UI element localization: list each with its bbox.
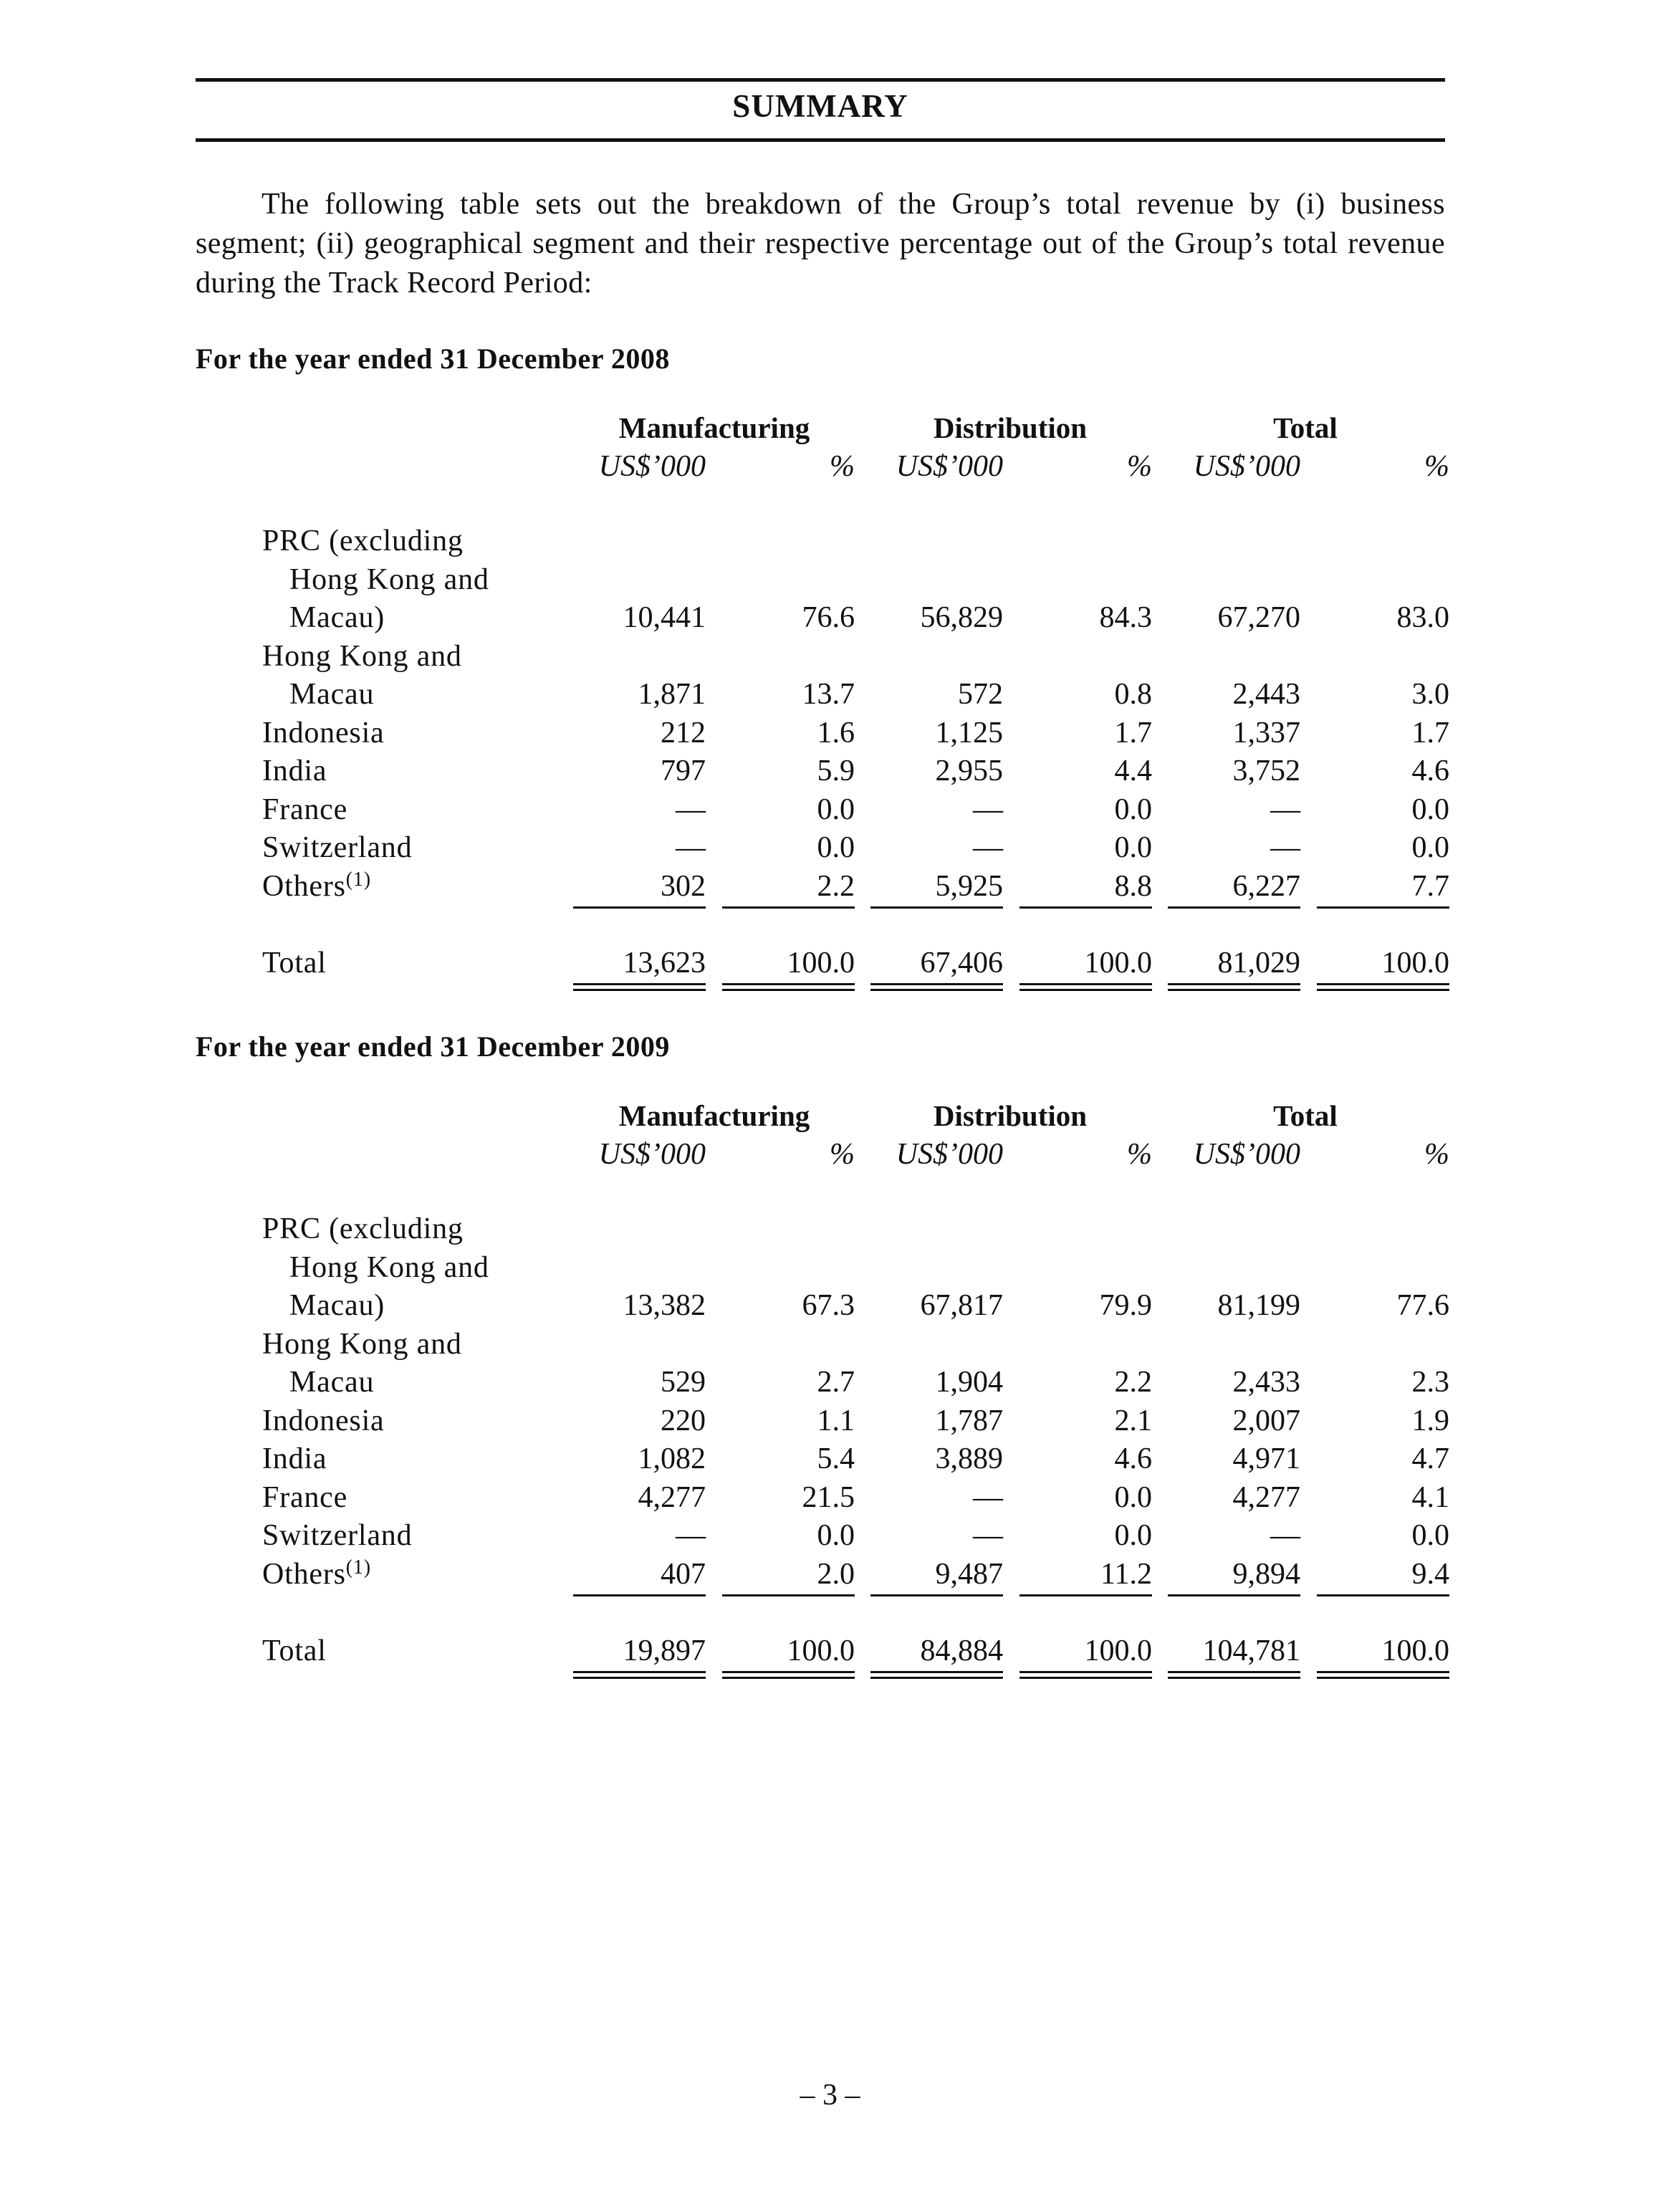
table-cell: 67,270 xyxy=(1217,601,1300,634)
row-label-text: Macau xyxy=(289,1366,375,1399)
total-cell: 104,781 xyxy=(1202,1634,1300,1667)
table-cell: 8.8 xyxy=(1114,869,1152,903)
row-label-text: Macau) xyxy=(289,601,385,634)
total-cell: 13,623 xyxy=(623,946,706,980)
intro-paragraph xyxy=(196,185,1445,303)
table-cell: 5.4 xyxy=(817,1442,855,1475)
table-cell: 0.0 xyxy=(1114,1480,1152,1514)
row-label-text: India xyxy=(262,1442,327,1475)
total-cell: 100.0 xyxy=(787,1634,855,1667)
total-double-rule xyxy=(1317,1677,1449,1679)
table-cell: 2,443 xyxy=(1232,678,1300,711)
total-double-rule xyxy=(1019,1671,1152,1673)
column-group-header: Distribution xyxy=(933,1099,1088,1132)
column-unit-header: US$’000 xyxy=(598,450,706,483)
column-unit-header: US$’000 xyxy=(896,450,1003,483)
table-cell: 4.6 xyxy=(1411,755,1449,787)
total-double-rule xyxy=(1168,1677,1300,1679)
row-label xyxy=(289,1365,374,1399)
column-unit-header: US$’000 xyxy=(598,1138,706,1171)
table-cell: 9,487 xyxy=(935,1557,1003,1591)
total-double-rule xyxy=(870,989,1003,991)
row-label xyxy=(262,1212,464,1246)
table-cell: 0.0 xyxy=(1114,831,1152,864)
row-label-text: PRC (excluding xyxy=(262,525,464,557)
total-double-rule xyxy=(1317,989,1449,991)
table-cell: 76.6 xyxy=(802,601,855,634)
total-double-rule xyxy=(1019,989,1152,991)
table-cell: 0.0 xyxy=(817,1519,855,1552)
total-cell: 100.0 xyxy=(1084,946,1152,980)
table-heading: For the year ended 31 December 2008 xyxy=(196,343,670,375)
table-cell: 0.0 xyxy=(1411,793,1449,826)
column-unit-header: % xyxy=(830,450,855,483)
subtotal-rule xyxy=(722,906,855,909)
table-cell: 1,787 xyxy=(935,1404,1003,1437)
table-cell: 1,337 xyxy=(1232,716,1300,750)
total-double-rule xyxy=(722,1671,855,1673)
table-cell: 1,125 xyxy=(935,716,1003,750)
table-cell: 1,082 xyxy=(638,1442,706,1475)
table-cell: 7.7 xyxy=(1411,869,1449,903)
total-double-rule xyxy=(573,983,706,985)
table-cell: 67,817 xyxy=(920,1289,1003,1322)
row-label-text: Indonesia xyxy=(262,716,385,750)
row-label xyxy=(262,793,347,827)
column-unit-header: % xyxy=(1127,1138,1152,1171)
table-cell: 84.3 xyxy=(1099,601,1152,634)
table-cell: 2,955 xyxy=(935,755,1003,787)
table-cell: — xyxy=(973,1519,1003,1552)
table-cell: — xyxy=(676,793,706,826)
total-cell: 84,884 xyxy=(920,1634,1003,1667)
total-cell: 100.0 xyxy=(1381,946,1449,980)
page-title: SUMMARY xyxy=(732,88,908,124)
total-double-rule xyxy=(573,1671,706,1673)
table-cell: 529 xyxy=(661,1366,706,1399)
table-cell: 4.1 xyxy=(1411,1480,1449,1514)
row-label xyxy=(262,1442,327,1476)
table-cell: — xyxy=(676,1519,706,1552)
table-cell: 4,277 xyxy=(1232,1480,1300,1514)
top-rule xyxy=(196,78,1445,82)
table-cell: 9.4 xyxy=(1411,1557,1449,1591)
table-cell: 1,871 xyxy=(638,678,706,711)
table-cell: 81,199 xyxy=(1217,1289,1300,1322)
table-cell: 302 xyxy=(661,869,706,903)
table-cell: — xyxy=(1270,1519,1300,1552)
row-label xyxy=(289,677,374,712)
row-label-text: Others xyxy=(262,869,346,903)
subtotal-rule xyxy=(870,906,1003,909)
table-cell: 3,752 xyxy=(1232,755,1300,787)
column-group-header: Total xyxy=(1273,1099,1338,1132)
table-cell: 797 xyxy=(661,755,706,787)
table-cell: 2,007 xyxy=(1232,1404,1300,1437)
subtotal-rule xyxy=(1168,1594,1300,1596)
table-cell: 56,829 xyxy=(920,601,1003,634)
title-underline xyxy=(196,138,1445,142)
subtotal-rule xyxy=(722,1594,855,1596)
column-unit-header: % xyxy=(1424,450,1449,483)
total-double-rule xyxy=(870,983,1003,985)
total-cell: 67,406 xyxy=(920,946,1003,980)
table-cell: 0.0 xyxy=(1411,1519,1449,1552)
column-unit-header: % xyxy=(1127,450,1152,483)
subtotal-rule xyxy=(573,1594,706,1596)
table-cell: — xyxy=(973,1480,1003,1514)
table-cell: — xyxy=(973,793,1003,826)
column-group-header: Manufacturing xyxy=(618,411,810,444)
row-label xyxy=(289,600,385,635)
table-cell: — xyxy=(1270,831,1300,864)
table-cell: 2.7 xyxy=(817,1366,855,1399)
total-double-rule xyxy=(573,1677,706,1679)
table-cell: 13,382 xyxy=(623,1289,706,1322)
column-unit-header: % xyxy=(1424,1138,1449,1171)
row-label-text: Hong Kong and xyxy=(289,1250,489,1284)
table-cell: 0.0 xyxy=(817,831,855,864)
table-cell: 3.0 xyxy=(1411,678,1449,711)
table-cell: 407 xyxy=(661,1557,706,1591)
total-double-rule xyxy=(573,989,706,991)
table-cell: 2.2 xyxy=(1114,1366,1152,1399)
row-label xyxy=(289,1250,489,1285)
table-cell: 2,433 xyxy=(1232,1366,1300,1399)
table-cell: 1,904 xyxy=(935,1366,1003,1399)
table-cell: 10,441 xyxy=(623,601,706,634)
subtotal-rule xyxy=(1317,1594,1449,1596)
table-cell: — xyxy=(676,831,706,864)
table-cell: — xyxy=(973,831,1003,864)
row-label-text: Switzerland xyxy=(262,1519,413,1552)
row-label xyxy=(289,1288,385,1323)
row-label xyxy=(262,1404,384,1438)
row-label-text: Macau) xyxy=(289,1289,385,1322)
total-double-rule xyxy=(1019,983,1152,985)
table-cell: 1.1 xyxy=(817,1404,855,1437)
row-label-text: France xyxy=(262,793,348,826)
total-label: Total xyxy=(262,1634,327,1667)
total-double-rule xyxy=(722,983,855,985)
total-cell: 81,029 xyxy=(1217,946,1300,980)
table-cell: 5,925 xyxy=(935,869,1003,903)
total-double-rule xyxy=(1019,1677,1152,1679)
total-double-rule xyxy=(1168,983,1300,985)
row-label xyxy=(262,524,464,558)
column-group-header: Manufacturing xyxy=(618,1099,810,1132)
total-double-rule xyxy=(722,1677,855,1679)
row-label-text: Hong Kong and xyxy=(262,1327,462,1361)
column-unit-header: US$’000 xyxy=(896,1138,1003,1171)
table-cell: 1.7 xyxy=(1114,716,1152,750)
table-cell: 2.2 xyxy=(817,869,855,903)
table-cell: — xyxy=(1270,793,1300,826)
row-label-text: Switzerland xyxy=(262,831,413,864)
row-label xyxy=(262,754,327,788)
row-label xyxy=(289,562,489,597)
subtotal-rule xyxy=(1019,1594,1152,1596)
table-cell: 0.0 xyxy=(1114,1519,1152,1552)
table-cell: 79.9 xyxy=(1099,1289,1152,1322)
table-heading: For the year ended 31 December 2009 xyxy=(196,1030,670,1063)
row-label xyxy=(262,1557,371,1591)
table-cell: 77.6 xyxy=(1396,1289,1449,1322)
total-cell: 100.0 xyxy=(1381,1634,1449,1667)
row-label xyxy=(262,1518,412,1553)
row-label xyxy=(262,1327,462,1361)
row-label xyxy=(262,869,371,904)
table-cell: 21.5 xyxy=(802,1480,855,1514)
table-cell: 4,971 xyxy=(1232,1442,1300,1475)
column-unit-header: US$’000 xyxy=(1193,1138,1300,1171)
column-unit-header: % xyxy=(830,1138,855,1171)
table-cell: 4,277 xyxy=(638,1480,706,1514)
column-group-header: Total xyxy=(1273,411,1338,444)
table-cell: 67.3 xyxy=(802,1289,855,1322)
page-number: – 3 – xyxy=(800,2079,860,2112)
column-group-header: Distribution xyxy=(933,411,1088,444)
total-label: Total xyxy=(262,946,327,980)
subtotal-rule xyxy=(870,1594,1003,1596)
row-label-text: Macau xyxy=(289,678,375,711)
table-cell: 220 xyxy=(661,1404,706,1437)
row-label-text: India xyxy=(262,755,327,787)
row-label-text: Hong Kong and xyxy=(289,562,489,596)
table-cell: 2.0 xyxy=(817,1557,855,1591)
table-cell: 11.2 xyxy=(1100,1557,1152,1591)
table-cell: 1.9 xyxy=(1411,1404,1449,1437)
intro-text: The following table sets out the breakdown of the Group’s total revenue by (i) business segment; (ii) geographical segment and their respective percentage out of the Group’s total revenue during the Track Record Period: xyxy=(196,188,1445,300)
total-double-rule xyxy=(870,1671,1003,1673)
row-label xyxy=(262,1480,347,1515)
table-cell: 4.7 xyxy=(1411,1442,1449,1475)
footnote-marker: (1) xyxy=(345,1556,371,1579)
subtotal-rule xyxy=(1317,906,1449,909)
table-cell: 2.1 xyxy=(1114,1404,1152,1437)
table-cell: 4.4 xyxy=(1114,755,1152,787)
total-cell: 100.0 xyxy=(1084,1634,1152,1667)
table-cell: 2.3 xyxy=(1411,1366,1449,1399)
total-double-rule xyxy=(1168,989,1300,991)
total-double-rule xyxy=(1168,1671,1300,1673)
table-cell: 1.6 xyxy=(817,716,855,750)
table-cell: 572 xyxy=(958,678,1003,711)
row-label-text: PRC (excluding xyxy=(262,1212,464,1245)
total-double-rule xyxy=(870,1677,1003,1679)
table-cell: 9,894 xyxy=(1232,1557,1300,1591)
table-cell: 0.0 xyxy=(1114,793,1152,826)
total-double-rule xyxy=(1317,983,1449,985)
table-cell: 0.0 xyxy=(817,793,855,826)
table-cell: 13.7 xyxy=(802,678,855,711)
column-unit-header: US$’000 xyxy=(1193,450,1300,483)
subtotal-rule xyxy=(1168,906,1300,909)
total-double-rule xyxy=(1317,1671,1449,1673)
table-cell: 1.7 xyxy=(1411,716,1449,750)
table-cell: 5.9 xyxy=(817,755,855,787)
total-cell: 100.0 xyxy=(787,946,855,980)
subtotal-rule xyxy=(573,906,706,909)
table-cell: 6,227 xyxy=(1232,869,1300,903)
footnote-marker: (1) xyxy=(345,868,371,891)
table-cell: 0.8 xyxy=(1114,678,1152,711)
subtotal-rule xyxy=(1019,906,1152,909)
total-double-rule xyxy=(722,989,855,991)
row-label-text: Others xyxy=(262,1557,346,1591)
row-label xyxy=(262,716,384,750)
table-cell: 3,889 xyxy=(935,1442,1003,1475)
table-cell: 4.6 xyxy=(1114,1442,1152,1475)
row-label xyxy=(262,830,412,865)
row-label-text: Indonesia xyxy=(262,1404,385,1437)
row-label xyxy=(262,639,462,674)
table-cell: 83.0 xyxy=(1396,601,1449,634)
table-cell: 212 xyxy=(661,716,706,750)
table-cell: 0.0 xyxy=(1411,831,1449,864)
total-cell: 19,897 xyxy=(623,1634,706,1667)
row-label-text: France xyxy=(262,1480,348,1514)
row-label-text: Hong Kong and xyxy=(262,639,462,673)
